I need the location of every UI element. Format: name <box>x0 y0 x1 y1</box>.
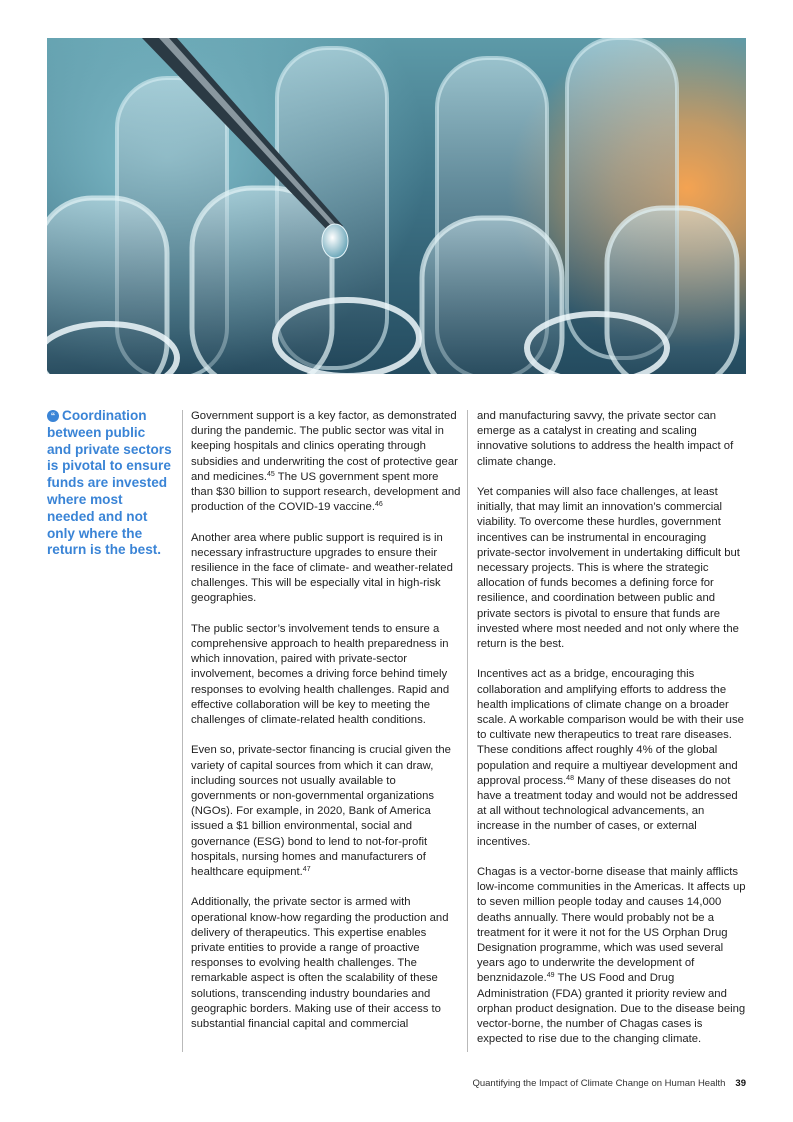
column-divider-1 <box>182 410 183 1052</box>
paragraph: Chagas is a vector-borne disease that mainly afflicts low-income communities in the Americas. It affects up to seven million people today and causes 14,000 deaths annually. There would probably not be a treatment for it were it not for the US Orphan Drug Designation programme, which was used several years ago to underwrite the development of benznidazole.$^{49}$ The US Food and Drug Administration (FDA) granted it priority review and orphan product designation. Due to the disease being vector-borne, the number of Chagas cases is expected to rise due to the changing climate. <box>477 866 746 1046</box>
footnote-ref[interactable]: 45 <box>266 470 275 478</box>
body-column-1 <box>191 409 461 1047</box>
footnote-ref[interactable]: 46 <box>374 501 383 509</box>
report-title: Quantifying the Impact of Climate Change on Human Health <box>472 1078 726 1089</box>
page-number: 39 <box>735 1078 746 1089</box>
paragraph: Another area where public support is required is in necessary infrastructure upgrades to ensure their resilience in the face of climate- and weather-related challenges. This will be especially vital in high-risk geographies. <box>191 531 453 605</box>
paragraph: Even so, private-sector financing is crucial given the variety of capital sources from which it can draw, including sources not usually available to governments or non-governmental organizations (NGOs). For example, in 2020, Bank of America issued a $1 billion environmental, social and governance (ESG) bond to lend to not-for-profit hospitals, nursing homes and manufacturers of healthcare equipment.$^{47}$ <box>191 744 451 879</box>
test-tubes-illustration <box>47 38 746 374</box>
footnote-ref[interactable]: 49 <box>546 972 555 980</box>
paragraph: Additionally, the private sector is armed with operational know-how regarding the production and delivery of therapeutics. This expertise enables private entities to provide a range of proactive responses to evolving health challenges. The remarkable aspect is often the scalability of these solutions, transcending industry boundaries and geographic borders. Making use of their access to substantial financial capital and commercial <box>191 896 449 1031</box>
body-column-2 <box>477 409 747 1063</box>
page-footer <box>472 1078 746 1089</box>
pull-quote <box>47 408 172 559</box>
paragraph: Yet companies will also face challenges, at least initially, that may limit an innovation’s commercial viability. To overcome these hurdles, government incentives can be instrumental in encouraging private-sector involvement in undertaking difficult but necessary projects. This is where the strategic allocation of funds becomes a defining force for resilience, and coordination between public and private sectors is pivotal to ensure that funds are invested where most needed and not only where the return is the best. <box>477 486 740 651</box>
hero-photo-test-tubes <box>47 38 746 374</box>
paragraph: and manufacturing savvy, the private sector can emerge as a catalyst in creating and scaling innovative solutions to address the health impact of climate change. <box>477 410 734 468</box>
column-divider-2 <box>467 410 468 1052</box>
paragraph: The public sector’s involvement tends to ensure a comprehensive approach to health preparedness in which innovation, paired with private-sector involvement, becomes a driving force behind timely responses to evolving health challenges. Rapid and effective collaboration will be key to meeting the challenges of climate-related health conditions. <box>191 622 450 727</box>
pull-quote-text: Coordination between public and private sectors is pivotal to ensure funds are invested where most needed and not only where the return is the best. <box>47 408 172 558</box>
footnote-ref[interactable]: 47 <box>302 866 311 874</box>
footnote-ref[interactable]: 48 <box>566 774 574 782</box>
quote-icon: “ <box>47 410 59 422</box>
paragraph: Government support is a key factor, as demonstrated during the pandemic. The public sector was vital in keeping hospitals and clinics operating through subsidies and underwriting the cost of protective gear and medicines.$^{45}$ The US government spent more than $30 billion to support research, development and production of the COVID-19 vaccine.$^{46}$ <box>191 410 461 514</box>
paragraph: Incentives act as a bridge, encouraging this collaboration and amplifying efforts to address the health implications of climate change on a broader scale. A workable comparison would be with their use to cultivate new therapeutics to treat rare diseases. These conditions affect roughly 4% of the global population and require a multiyear development and approval process.$^{48}$ Many of these diseases do not have a treatment today and would not be addressed at all without technological advancements, an increase in the number of cases, or external incentives. <box>477 668 744 848</box>
